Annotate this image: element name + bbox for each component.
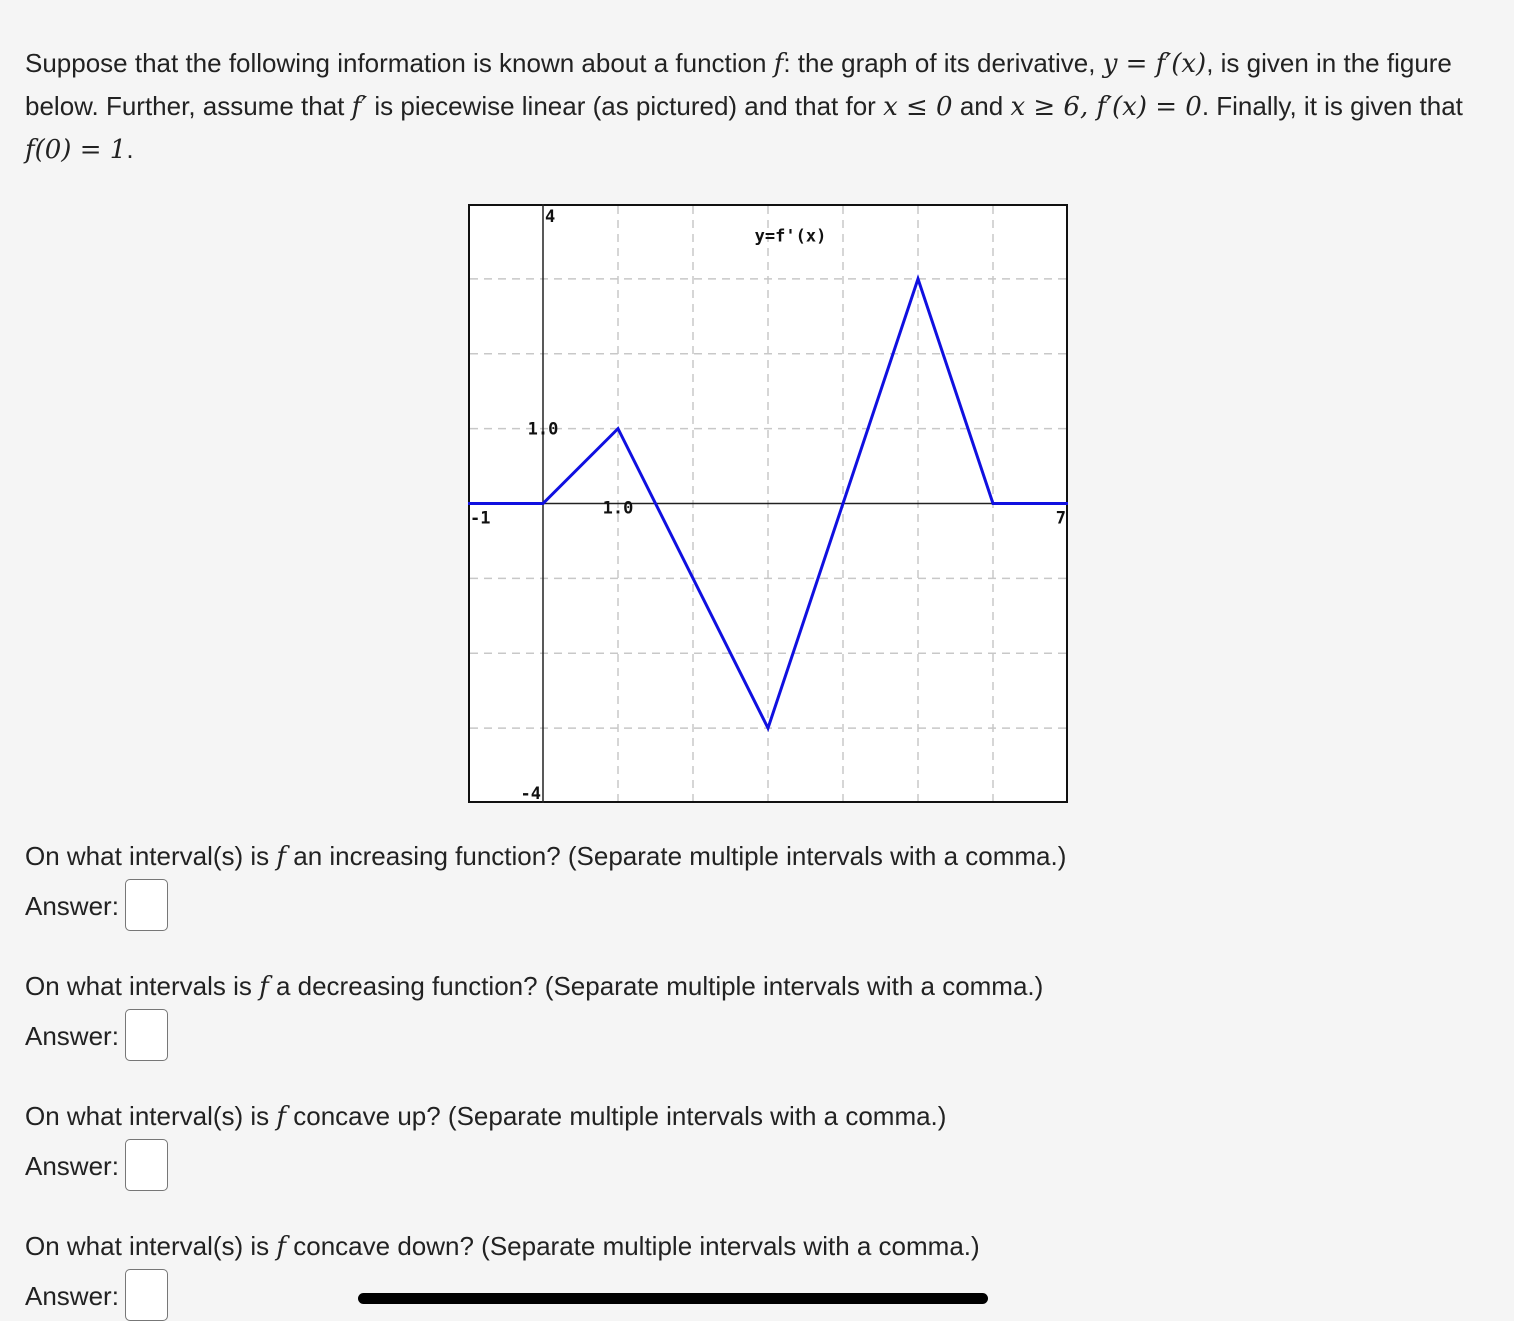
answer-label: Answer: — [25, 891, 119, 921]
math-condition: x ≤ 0 — [883, 92, 953, 122]
chart-title: y=f'(x) — [754, 226, 827, 247]
horizontal-scrollbar[interactable] — [358, 1293, 988, 1304]
tick-label-y-min: -4 — [520, 784, 541, 803]
question-concave-up: On what interval(s) is f concave up? (Separate multiple intervals with a comma.) — [25, 1101, 947, 1132]
answer-input-concave-up[interactable] — [125, 1139, 168, 1191]
question-concave-down: On what interval(s) is f concave down? (Separate multiple intervals with a comma.) — [25, 1231, 980, 1262]
math-f: f — [773, 49, 784, 79]
answer-input-increasing[interactable] — [125, 879, 168, 931]
tick-label-y-unit: 1.0 — [527, 419, 559, 440]
question-increasing: On what interval(s) is f an increasing function? (Separate multiple intervals with a comma.) — [25, 841, 1067, 872]
answer-label: Answer: — [25, 1151, 119, 1181]
math-fprime: f′ — [351, 92, 368, 122]
tick-label-x-min: -1 — [470, 508, 491, 529]
answer-input-decreasing[interactable] — [125, 1009, 168, 1061]
math-condition: f(0) = 1 — [25, 135, 127, 165]
tick-label-x-unit: 1.0 — [602, 498, 634, 519]
answer-label: Answer: — [25, 1281, 119, 1311]
math-condition: x ≥ 6, f′(x) = 0 — [1010, 92, 1202, 122]
problem-statement: Suppose that the following information is known about a function f: the graph of its derivative, y = f′(x), is given in the figure below. Further, assume that f′ is piecewise linear (as pictured) and that for x ≤ 0 and x ≥ 6, f′(x) = 0. Finally, it is given that f(0) = 1. — [25, 48, 1463, 165]
tick-label-x-max: 7 — [1055, 508, 1066, 529]
answer-input-concave-down[interactable] — [125, 1269, 168, 1321]
derivative-graph — [468, 204, 1068, 803]
question-decreasing: On what intervals is f a decreasing function? (Separate multiple intervals with a comma.) — [25, 971, 1044, 1002]
math-equation: y = f′(x) — [1102, 49, 1207, 79]
derivative-chart-svg — [468, 204, 1068, 803]
answer-label: Answer: — [25, 1021, 119, 1051]
tick-label-y-max: 4 — [545, 207, 556, 227]
